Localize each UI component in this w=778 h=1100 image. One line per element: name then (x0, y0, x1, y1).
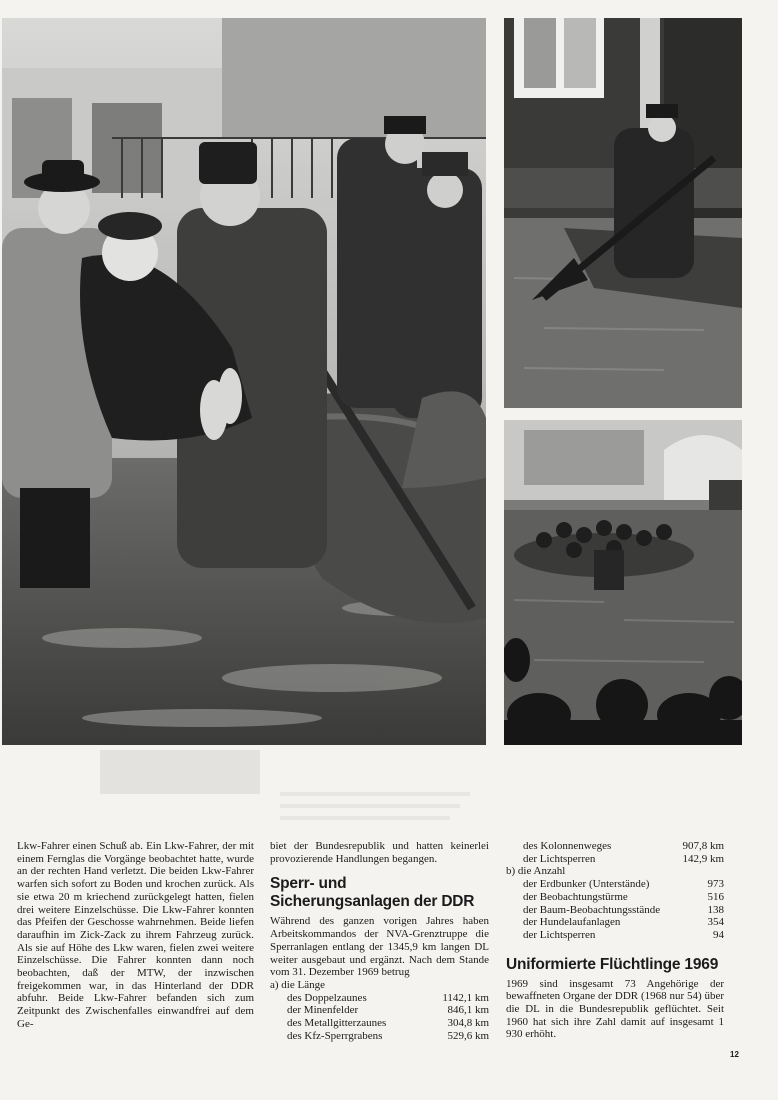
list-row (523, 840, 724, 853)
list-b-counts (506, 878, 724, 942)
list-row-value: 354 (707, 916, 724, 929)
list-row-label: der Hundelaufanlagen (523, 916, 621, 929)
list-row-label: der Baum-Beobachtungsstände (523, 903, 661, 916)
show-through-shadow (90, 740, 490, 840)
list-b-label: b) die Anzahl (506, 865, 566, 878)
column-right (506, 840, 724, 1041)
list-row-label: des Metallgitterzaunes (287, 1017, 387, 1030)
list-row-value: 142,9 km (682, 852, 724, 865)
article-text-sperranlagen: Während des ganzen vorigen Jahres haben Arbeitskommandos der NVA-Grenztruppe die Sperranlagen entlang der 1345,9 km langen DL weiter ausgebaut und ergänzt. Nach dem Stande vom 31. Dezember 1969 betrug (270, 915, 489, 979)
list-a-lengths-continued (506, 840, 724, 865)
list-row-value: 94 (713, 928, 724, 941)
column-middle (270, 840, 489, 1042)
article-text-fluechtlinge: 1969 sind insgesamt 73 Angehörige der bewaffneten Organe der DDR (1968 nur 54) über die DL in die Bundesrepublik geflüchtet. Seit 1960 hat sich ihre Zahl damit auf insgesamt 1 930 erhöht. (506, 977, 724, 1041)
list-row (523, 916, 724, 929)
list-row (287, 992, 489, 1005)
heading-sperranlagen: Sperr- und Sicherungsanlagen der DDR (270, 875, 475, 911)
list-row-value: 516 (707, 890, 724, 903)
list-row (523, 929, 724, 942)
page-number: 12 (730, 1050, 739, 1059)
list-row-value: 1142,1 km (442, 991, 489, 1004)
list-row-label: des Kolonnenweges (523, 840, 612, 852)
list-row-value: 138 (707, 903, 724, 916)
list-row-label: der Minenfelder (287, 1004, 359, 1017)
list-row-label: des Kfz-Sperrgrabens (287, 1029, 383, 1042)
list-row-value: 846,1 km (447, 1004, 489, 1017)
list-row (523, 904, 724, 917)
list-row-label: der Lichtsperren (523, 928, 596, 941)
list-row (287, 1004, 489, 1017)
list-a-label: a) die Länge (270, 978, 325, 991)
list-row (523, 878, 724, 891)
photo-flood-rescue (2, 18, 486, 745)
article-text-continuation: biet der Bundesrepublik und hatten keinerlei provozierende Handlungen begangen. (270, 840, 489, 865)
list-row (523, 853, 724, 866)
list-row (287, 1017, 489, 1030)
list-row (523, 891, 724, 904)
list-row-label: der Lichtsperren (523, 852, 596, 865)
photo-crowded-boat (504, 420, 742, 745)
photo-paddling-soldier (504, 18, 742, 408)
list-row-label: der Beobachtungstürme (523, 890, 628, 903)
article-text-left: Lkw-Fahrer einen Schuß ab. Ein Lkw-Fahrer, der mit einem Fernglas die Vorgänge beobachtet hatte, wurde an der rechten Hand verletzt. Die beiden Lkw-Fahrer warfen sich sofort zu Boden und krochen zurück. Als sie etwa 20 m kriechend zurückgelegt hatten, fielen drei weitere Einzelschüsse. Die Lkw-Fahrer konnten das Pfeifen der Geschosse wahrnehmen. Beide liefen daraufhin im Zick-Zack zu ihrem Fahrzeug zurück. Als sie auf Höhe des Lkw waren, fielen zwei weitere Einzelschüsse. Die Fahrer konnten dann noch beobachten, daß der MTW, der inzwischen freigekommen war, in das Hinterland der DDR abfuhr. Beide Lkw-Fahrer befanden sich zum Zeitpunkt des Zwischenfalles einwandfrei auf dem Ge- (17, 840, 254, 1030)
list-row (287, 1030, 489, 1043)
list-row-value: 973 (707, 878, 724, 891)
list-row-value: 304,8 km (447, 1017, 489, 1030)
list-row-label: der Erdbunker (Unterstände) (523, 878, 650, 891)
list-row-value: 529,6 km (447, 1029, 489, 1042)
list-row-label: des Doppelzaunes (287, 991, 367, 1004)
list-a-lengths (270, 992, 489, 1043)
list-row-value: 907,8 km (682, 840, 724, 852)
heading-uniformierte-fluechtlinge: Uniformierte Flüchtlinge 1969 (506, 955, 719, 973)
column-left (17, 840, 254, 1031)
